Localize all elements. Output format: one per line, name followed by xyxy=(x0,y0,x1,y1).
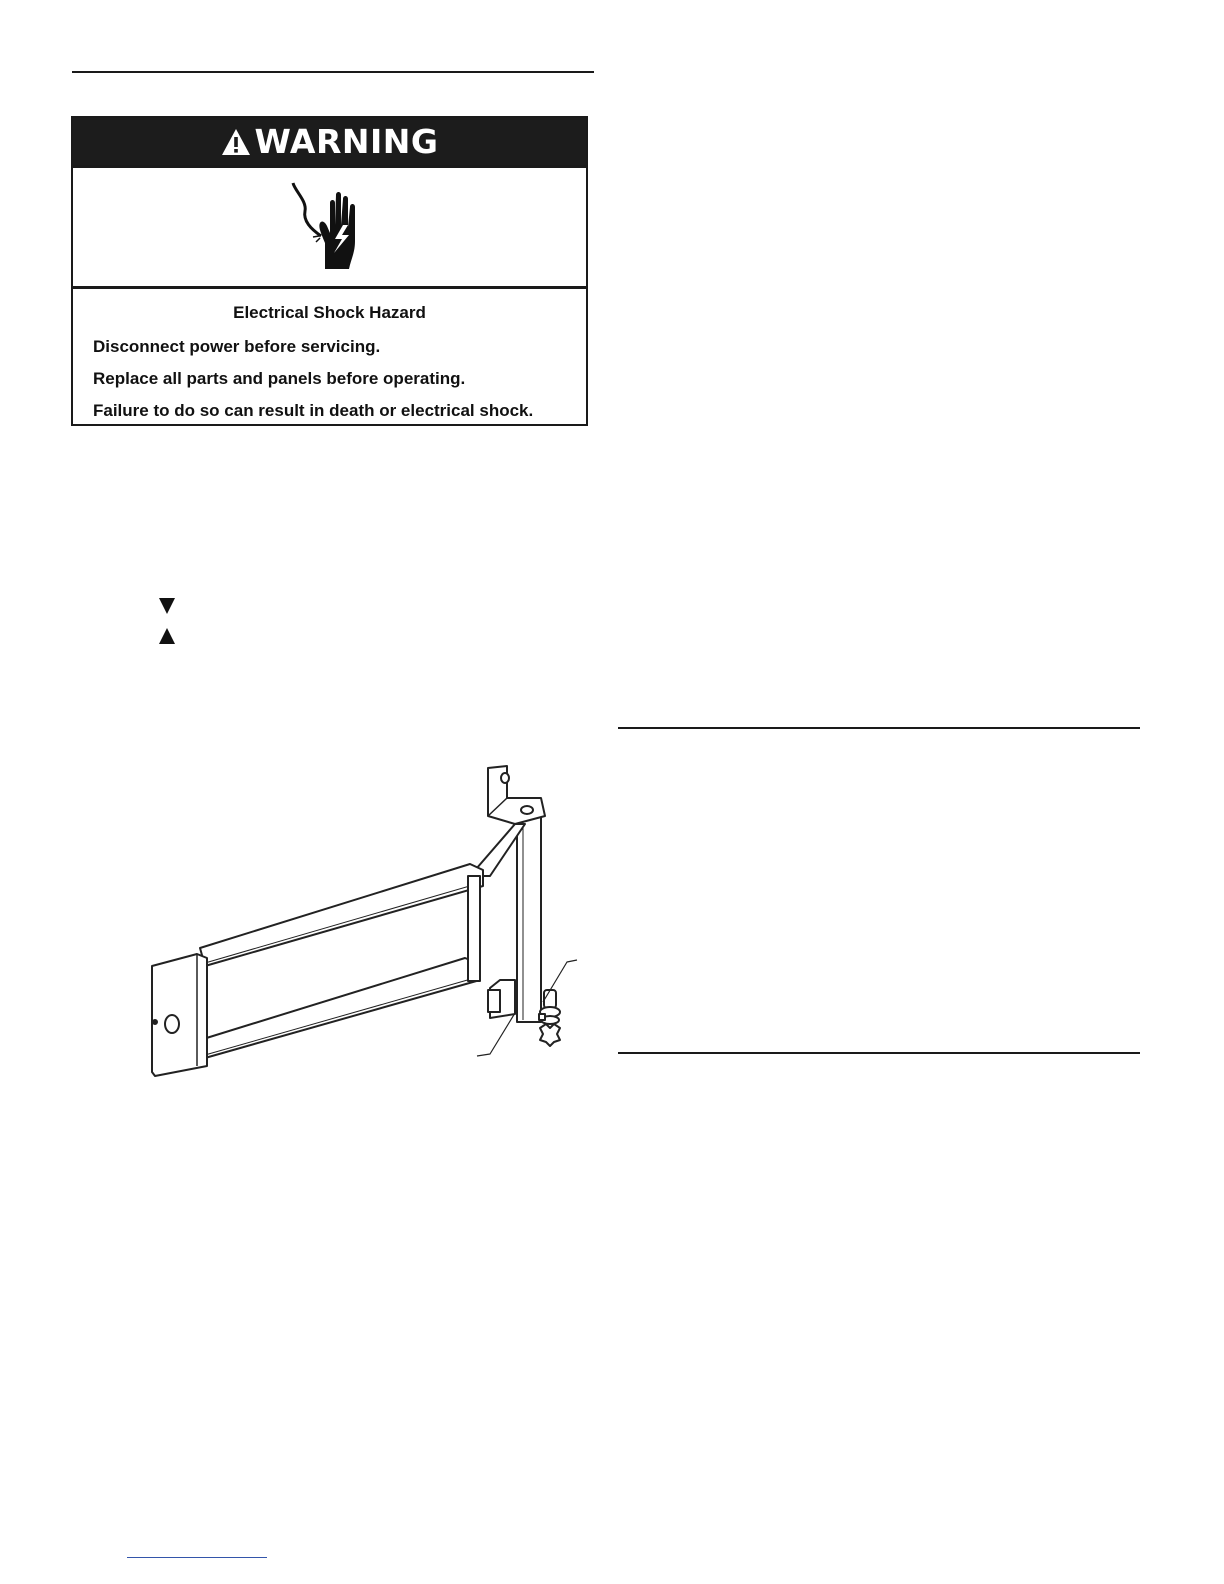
bracket-assembly-illustration xyxy=(145,758,585,1080)
warning-text xyxy=(73,289,586,421)
up-triangle-icon xyxy=(159,628,175,644)
warning-triangle-icon xyxy=(221,128,251,156)
warning-box xyxy=(71,116,588,426)
hazard-line: Disconnect power before servicing. xyxy=(93,337,381,356)
down-triangle-icon xyxy=(159,598,175,614)
warning-icon-panel xyxy=(73,165,586,289)
section-divider xyxy=(618,727,1140,729)
section-divider xyxy=(618,1052,1140,1054)
warning-header xyxy=(73,118,586,165)
hazard-title: Electrical Shock Hazard xyxy=(233,303,426,322)
electrical-shock-hand-icon xyxy=(285,181,375,273)
hazard-line: Replace all parts and panels before operating. xyxy=(93,369,466,388)
hazard-line: Failure to do so can result in death or electrical shock. xyxy=(93,401,534,420)
link-underline[interactable] xyxy=(127,1557,267,1558)
section-divider xyxy=(72,71,594,73)
warning-header-label: WARNING xyxy=(254,122,439,161)
